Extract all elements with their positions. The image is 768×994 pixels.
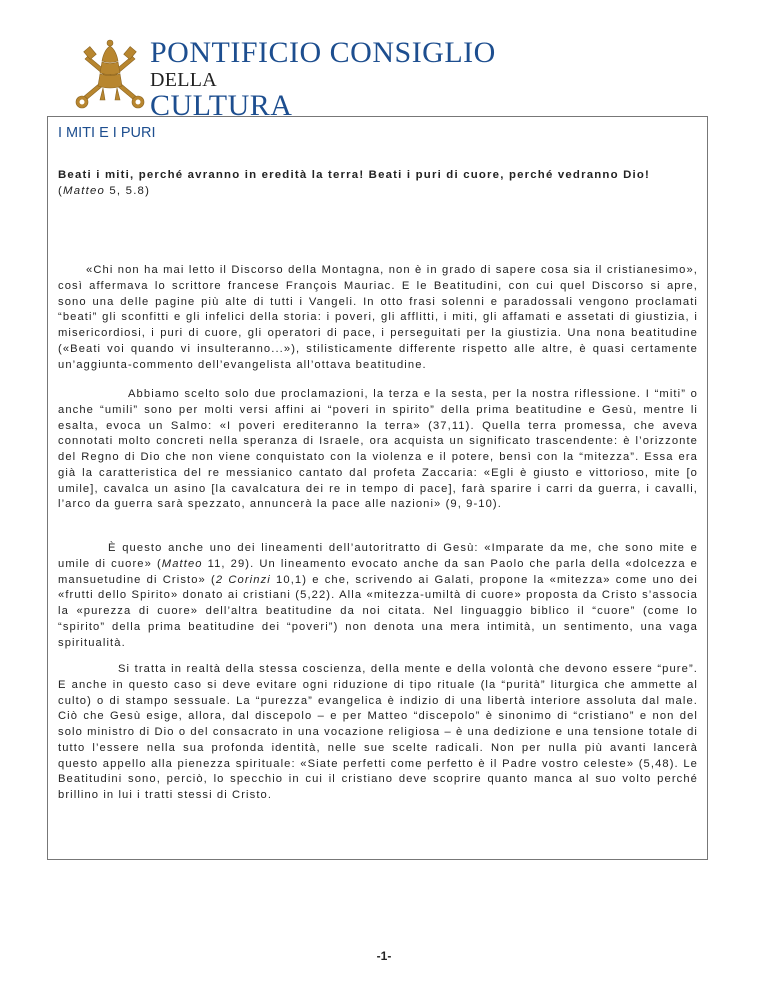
papal-keys-tiara-emblem-icon xyxy=(70,34,150,112)
paragraph-4-text: Si tratta in realtà della stessa coscienza, della mente e della volontà che devono essere “pure”. E anche in questo caso si deve evitare ogni riduzione di tipo rituale (la “purità” liturgica che ammette al culto) o di stampo sessuale. La “purezza” evangelica è indizio di una libertà interiore assoluta dal male. Ciò che Gesù esige, allora, dal discepolo – e per Matteo “discepolo” è sinonimo di “cristiano” e non del solo ministro di Dio o del consacrato in una vocazione religiosa – è una dedizione e una tensione totale di tutto l’essere nella sua profonda identità, nelle sue scelte radicali. Non per nulla più avanti lancerà questo appello alla pienezza spirituale: «Siate perfetti come perfetto è il Padre vostro celeste» (5,48). Le Beatitudini sono, perciò, lo specchio in cui il cristiano deve scoprire quanto manca al suo volto perché brillino in lui i tratti stessi di Cristo. xyxy=(58,663,698,801)
paragraph-4 xyxy=(58,662,698,804)
organization-name xyxy=(150,38,496,121)
verse-ref-rest: 5, 5.8) xyxy=(105,185,151,197)
paragraph-3-ref-corinzi: 2 Corinzi xyxy=(215,573,271,586)
paragraph-2 xyxy=(58,387,698,513)
verse-ref-open: ( xyxy=(58,185,63,197)
paragraph-3-text-a: È questo anche uno dei lineamenti dell’autoritratto di Gesù: «Imparate da me, che sono mite e umile di cuore» ( xyxy=(58,542,698,570)
paragraph-2-text: Abbiamo scelto solo due proclamazioni, la terza e la sesta, per la nostra riflessione. I “miti” o anche “umili” sono per molti versi affini ai “poveri in spirito” della prima beatitudine e Gesù, mentre li esalta, evoca un Salmo: «I poveri erediteranno la terra» (37,11). Quella terra promessa, che aveva connotati molto concreti nella speranza di Israele, ora acquista un significato trascendente: è l’orizzonte del Regno di Dio che non viene conquistato con la violenza e il potere, bensì con la “mitezza”. Essa era già la caratteristica del re messianico cantato dal profeta Zaccaria: «Egli è giusto e vittorioso, mite [o umile], cavalca un asino [la cavalcatura dei re in tempo di pace], farà sparire i carri da guerra, i cavalli, l’arco da guerra sarà spezzato, annuncerà la pace alle nazioni» (9, 9-10). xyxy=(58,388,698,511)
paragraph-3-text-c: 11, 29). Un lineamento evocato anche da san Paolo che parla della «dolcezza e mansuetudine di Cristo» ( xyxy=(58,557,698,586)
article-frame xyxy=(47,116,708,860)
article-title: I MITI E I PURI xyxy=(58,125,156,141)
paragraph-3-ref-matteo: Matteo xyxy=(161,557,203,570)
paragraph-1-text: «Chi non ha mai letto il Discorso della Montagna, non è in grado di sapere cosa sia il cristianesimo», così affermava lo scrittore francese François Mauriac. E le Beatitudini, con cui quel Discorso si apre, sono una delle pagine più alte di tutti i Vangeli. In otto frasi solenni e paradossali vengono proclamati “beati” gli sconfitti e gli infelici della storia: i poveri, gli afflitti, i miti, gli affamati e assetati di giustizia, i misericordiosi, i puri di cuore, gli operatori di pace, i perseguitati per la giustizia. Una nona beatitudine («Beati voi quando vi insulteranno...»), stilisticamente differente rispetto alle altre, è quasi certamente un’aggiunta-commento dell’evangelista all’ottava beatitudine. xyxy=(58,264,698,371)
verse-ref-book: Matteo xyxy=(63,185,106,197)
paragraph-3-text-e: 10,1) e che, scrivendo ai Galati, propone la «mitezza» come uno dei «frutti dello Spirito» donato ai cristiani (5,22). Alla «mitezza-umiltà di cuore» proposta da Cristo s’associa la «purezza di cuore» dell’altra beatitudine da noi citata. Nel linguaggio biblico il “cuore” (come lo “spirito” della prima beatitudine dei “poveri”) non denota una mera intimità, un sentimento, una vaga spiritualità. xyxy=(58,573,698,649)
verse-text: Beati i miti, perché avranno in eredità la terra! Beati i puri di cuore, perché vedranno Dio! xyxy=(58,169,651,181)
org-name-line2: DELLA xyxy=(150,69,218,91)
org-name-line1: PONTIFICIO CONSIGLIO xyxy=(150,36,496,69)
paragraph-3 xyxy=(58,541,698,651)
paragraph-1 xyxy=(58,263,698,373)
page-number: -1- xyxy=(376,949,392,963)
scripture-verse xyxy=(58,167,698,199)
page-header xyxy=(70,34,670,122)
org-name-line3: CULTURA xyxy=(150,89,293,122)
